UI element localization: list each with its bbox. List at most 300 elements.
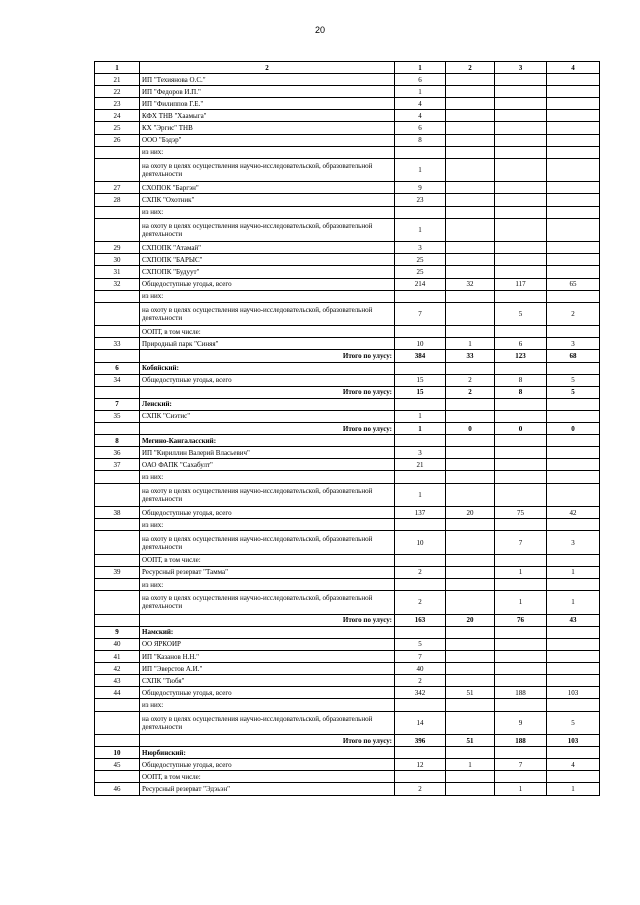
table-row: [95, 711, 600, 735]
row-number: [95, 531, 140, 555]
table-row: [95, 675, 600, 687]
row-value-2: 20: [446, 614, 495, 626]
data-table: [94, 61, 600, 796]
row-number: [95, 158, 140, 182]
row-value-4: 3: [547, 338, 600, 350]
row-value-4: 5: [547, 711, 600, 735]
row-name: Природный парк "Синяя": [140, 338, 395, 350]
row-number: 6: [95, 362, 140, 374]
row-value-2: 2: [446, 386, 495, 398]
row-value-3: 9: [495, 711, 547, 735]
row-number: 34: [95, 374, 140, 386]
row-number: [95, 290, 140, 302]
row-value-3: [495, 290, 547, 302]
row-value-2: [446, 158, 495, 182]
row-value-2: [446, 459, 495, 471]
row-value-2: 1: [446, 338, 495, 350]
row-value-1: 14: [395, 711, 446, 735]
row-value-2: [446, 86, 495, 98]
row-value-1: [395, 435, 446, 447]
row-value-1: 1: [395, 86, 446, 98]
row-value-4: [547, 626, 600, 638]
row-value-4: 42: [547, 507, 600, 519]
row-value-2: [446, 519, 495, 531]
row-value-2: [446, 290, 495, 302]
row-value-4: [547, 747, 600, 759]
row-value-1: [395, 146, 446, 158]
row-value-2: [446, 410, 495, 422]
row-value-2: [446, 110, 495, 122]
row-value-2: [446, 146, 495, 158]
row-value-3: [495, 134, 547, 146]
row-value-2: [446, 254, 495, 266]
row-value-3: [495, 158, 547, 182]
row-value-3: [495, 398, 547, 410]
table-header-row: [95, 62, 600, 74]
row-value-3: [495, 447, 547, 459]
row-name: СХОПОК "Баргэн": [140, 182, 395, 194]
row-number: 25: [95, 122, 140, 134]
row-value-3: 188: [495, 687, 547, 699]
row-name: СХПК "Охотник": [140, 194, 395, 206]
table-row: [95, 338, 600, 350]
row-number: [95, 146, 140, 158]
row-number: [95, 711, 140, 735]
column-header: 1: [395, 62, 446, 74]
row-value-3: [495, 254, 547, 266]
row-name: Общедоступные угодья, всего: [140, 759, 395, 771]
row-value-3: [495, 579, 547, 591]
table-row: [95, 783, 600, 795]
row-value-2: [446, 302, 495, 326]
row-value-2: [446, 182, 495, 194]
row-value-3: [495, 663, 547, 675]
row-value-3: [495, 146, 547, 158]
row-value-4: [547, 266, 600, 278]
total-row: [95, 614, 600, 626]
row-value-3: [495, 675, 547, 687]
row-name: ООПТ, в том числе:: [140, 326, 395, 338]
row-value-3: [495, 483, 547, 507]
row-number: 35: [95, 410, 140, 422]
column-header: 2: [140, 62, 395, 74]
row-number: 10: [95, 747, 140, 759]
row-value-4: [547, 410, 600, 422]
row-number: 24: [95, 110, 140, 122]
row-value-4: 1: [547, 783, 600, 795]
row-value-4: [547, 326, 600, 338]
row-value-1: [395, 626, 446, 638]
row-value-3: [495, 86, 547, 98]
row-name: Итого по улусу:: [140, 350, 395, 362]
row-value-2: [446, 638, 495, 650]
row-number: [95, 302, 140, 326]
table-row: [95, 638, 600, 650]
row-value-2: [446, 579, 495, 591]
row-name: Ленский:: [140, 398, 395, 410]
row-value-4: [547, 398, 600, 410]
table-row: [95, 699, 600, 711]
row-name: КХ "Эргис" ТНВ: [140, 122, 395, 134]
row-value-1: 163: [395, 614, 446, 626]
row-value-3: [495, 98, 547, 110]
row-value-2: [446, 747, 495, 759]
row-name: ИП "Казанов Н.Н.": [140, 651, 395, 663]
row-value-4: [547, 651, 600, 663]
row-value-4: [547, 98, 600, 110]
row-name: КФХ ТНВ "Хаамыга": [140, 110, 395, 122]
row-value-4: 68: [547, 350, 600, 362]
row-value-4: [547, 447, 600, 459]
section-header-row: [95, 747, 600, 759]
row-value-4: 103: [547, 735, 600, 747]
row-value-3: [495, 638, 547, 650]
row-name: Общедоступные угодья, всего: [140, 507, 395, 519]
row-value-4: [547, 194, 600, 206]
row-value-4: [547, 242, 600, 254]
row-number: 46: [95, 783, 140, 795]
row-value-4: [547, 519, 600, 531]
row-value-2: [446, 435, 495, 447]
row-name: ИП "Филиппов Г.Е.": [140, 98, 395, 110]
row-name: СХПОПК "Будуут": [140, 266, 395, 278]
row-value-4: [547, 290, 600, 302]
row-value-3: [495, 459, 547, 471]
row-value-2: [446, 783, 495, 795]
row-value-1: 40: [395, 663, 446, 675]
row-value-1: [395, 326, 446, 338]
row-value-4: 0: [547, 423, 600, 435]
row-name: Кобяйский:: [140, 362, 395, 374]
row-value-1: 4: [395, 110, 446, 122]
row-value-3: 75: [495, 507, 547, 519]
row-number: 28: [95, 194, 140, 206]
row-name: Ресурсный резерват "Тамма": [140, 566, 395, 578]
row-value-3: [495, 266, 547, 278]
row-name: Итого по улусу:: [140, 735, 395, 747]
row-value-2: [446, 566, 495, 578]
row-value-3: [495, 182, 547, 194]
row-name: ИП "Кириллин Валерий Власьевич": [140, 447, 395, 459]
row-value-4: 1: [547, 591, 600, 615]
row-number: [95, 386, 140, 398]
row-name: Итого по улусу:: [140, 614, 395, 626]
row-value-2: [446, 398, 495, 410]
row-name: СХПОПК "Атамай": [140, 242, 395, 254]
row-number: [95, 554, 140, 566]
row-value-1: 137: [395, 507, 446, 519]
row-value-4: 4: [547, 759, 600, 771]
row-number: 40: [95, 638, 140, 650]
row-name: на охоту в целях осуществления научно-исследовательской, образовательной деятельности: [140, 302, 395, 326]
row-value-4: [547, 771, 600, 783]
row-value-4: 65: [547, 278, 600, 290]
row-number: [95, 350, 140, 362]
table-row: [95, 459, 600, 471]
row-name: из них:: [140, 519, 395, 531]
row-value-3: 8: [495, 386, 547, 398]
section-header-row: [95, 435, 600, 447]
row-number: 32: [95, 278, 140, 290]
row-value-4: [547, 206, 600, 218]
row-value-1: 1: [395, 483, 446, 507]
row-value-4: [547, 554, 600, 566]
row-value-4: 43: [547, 614, 600, 626]
row-value-2: [446, 483, 495, 507]
row-value-4: [547, 134, 600, 146]
row-name: ИП "Эверстов А.И.": [140, 663, 395, 675]
row-value-4: [547, 459, 600, 471]
row-name: из них:: [140, 579, 395, 591]
row-value-4: [547, 675, 600, 687]
row-value-4: [547, 218, 600, 242]
row-value-2: 0: [446, 423, 495, 435]
row-name: на охоту в целях осуществления научно-исследовательской, образовательной деятельности: [140, 158, 395, 182]
row-value-1: 5: [395, 638, 446, 650]
row-value-2: [446, 134, 495, 146]
row-name: ООПТ, в том числе:: [140, 554, 395, 566]
total-row: [95, 386, 600, 398]
row-value-2: 32: [446, 278, 495, 290]
row-value-1: 1: [395, 423, 446, 435]
row-value-2: [446, 591, 495, 615]
row-number: [95, 579, 140, 591]
row-value-3: [495, 519, 547, 531]
row-value-4: [547, 638, 600, 650]
row-name: Итого по улусу:: [140, 386, 395, 398]
row-value-1: [395, 579, 446, 591]
table-row: [95, 158, 600, 182]
table-row: [95, 759, 600, 771]
row-number: [95, 483, 140, 507]
row-value-3: [495, 410, 547, 422]
row-value-3: [495, 194, 547, 206]
table-row: [95, 447, 600, 459]
row-value-1: 12: [395, 759, 446, 771]
table-row: [95, 531, 600, 555]
row-value-2: [446, 471, 495, 483]
row-number: 45: [95, 759, 140, 771]
row-value-2: 51: [446, 735, 495, 747]
row-value-3: [495, 74, 547, 86]
row-value-3: 7: [495, 531, 547, 555]
table-row: [95, 98, 600, 110]
row-value-4: [547, 362, 600, 374]
row-name: Общедоступные угодья, всего: [140, 687, 395, 699]
total-row: [95, 423, 600, 435]
row-name: из них:: [140, 206, 395, 218]
row-name: СХПОПК "БАРЫС": [140, 254, 395, 266]
row-value-1: 7: [395, 651, 446, 663]
row-number: 41: [95, 651, 140, 663]
row-value-4: [547, 471, 600, 483]
row-value-1: 214: [395, 278, 446, 290]
row-name: на охоту в целях осуществления научно-исследовательской, образовательной деятельности: [140, 218, 395, 242]
row-name: СХПК "Тюбя": [140, 675, 395, 687]
row-value-1: 396: [395, 735, 446, 747]
row-value-1: 2: [395, 566, 446, 578]
table-row: [95, 266, 600, 278]
row-value-1: [395, 747, 446, 759]
row-value-3: 1: [495, 566, 547, 578]
row-number: [95, 423, 140, 435]
row-number: [95, 519, 140, 531]
row-name: из них:: [140, 146, 395, 158]
row-value-4: 2: [547, 302, 600, 326]
table-row: [95, 302, 600, 326]
row-value-1: 8: [395, 134, 446, 146]
row-value-4: 5: [547, 374, 600, 386]
row-value-1: 1: [395, 410, 446, 422]
row-number: [95, 699, 140, 711]
row-number: 44: [95, 687, 140, 699]
table-row: [95, 122, 600, 134]
row-value-3: 1: [495, 591, 547, 615]
row-value-1: 342: [395, 687, 446, 699]
page-number: 20: [314, 25, 325, 35]
row-value-1: 6: [395, 122, 446, 134]
row-value-3: [495, 554, 547, 566]
row-value-4: 3: [547, 531, 600, 555]
row-value-2: [446, 554, 495, 566]
table-row: [95, 194, 600, 206]
row-value-1: [395, 290, 446, 302]
row-value-4: [547, 254, 600, 266]
row-number: 23: [95, 98, 140, 110]
row-value-1: [395, 554, 446, 566]
row-value-1: 1: [395, 218, 446, 242]
row-value-3: [495, 435, 547, 447]
row-value-3: [495, 471, 547, 483]
table-row: [95, 86, 600, 98]
row-value-2: [446, 663, 495, 675]
row-value-2: [446, 74, 495, 86]
row-value-3: [495, 362, 547, 374]
column-header: 1: [95, 62, 140, 74]
row-number: 26: [95, 134, 140, 146]
table-row: [95, 554, 600, 566]
row-value-3: [495, 699, 547, 711]
row-value-1: 21: [395, 459, 446, 471]
table-row: [95, 110, 600, 122]
row-number: 33: [95, 338, 140, 350]
row-value-2: [446, 122, 495, 134]
row-name: ИП "Федоров И.П.": [140, 86, 395, 98]
row-name: Мегино-Кангаласский:: [140, 435, 395, 447]
table-row: [95, 591, 600, 615]
row-value-3: 7: [495, 759, 547, 771]
row-value-4: [547, 146, 600, 158]
row-value-2: [446, 98, 495, 110]
row-number: 27: [95, 182, 140, 194]
column-header: 4: [547, 62, 600, 74]
row-value-1: [395, 362, 446, 374]
row-value-2: [446, 266, 495, 278]
table-row: [95, 566, 600, 578]
row-name: на охоту в целях осуществления научно-исследовательской, образовательной деятельности: [140, 591, 395, 615]
row-number: [95, 326, 140, 338]
row-value-2: [446, 362, 495, 374]
row-value-4: 1: [547, 566, 600, 578]
section-header-row: [95, 398, 600, 410]
row-number: 31: [95, 266, 140, 278]
table-body: [95, 62, 600, 796]
table-row: [95, 206, 600, 218]
row-name: ООПТ, в том числе:: [140, 771, 395, 783]
row-number: 7: [95, 398, 140, 410]
row-value-1: [395, 398, 446, 410]
row-value-3: 117: [495, 278, 547, 290]
row-value-2: [446, 699, 495, 711]
row-value-1: 15: [395, 386, 446, 398]
row-value-1: 10: [395, 338, 446, 350]
section-header-row: [95, 626, 600, 638]
row-value-4: [547, 483, 600, 507]
row-name: из них:: [140, 471, 395, 483]
table-row: [95, 218, 600, 242]
total-row: [95, 350, 600, 362]
row-value-3: [495, 651, 547, 663]
row-number: [95, 614, 140, 626]
column-header: 3: [495, 62, 547, 74]
table-row: [95, 519, 600, 531]
row-number: [95, 735, 140, 747]
row-value-2: [446, 531, 495, 555]
row-number: 22: [95, 86, 140, 98]
row-value-3: 188: [495, 735, 547, 747]
row-name: ОАО ФАПК "Сахабулт": [140, 459, 395, 471]
row-name: ОО ЯРКОИР: [140, 638, 395, 650]
row-value-3: [495, 771, 547, 783]
row-value-2: 33: [446, 350, 495, 362]
table-row: [95, 663, 600, 675]
row-value-2: 51: [446, 687, 495, 699]
row-value-1: 2: [395, 591, 446, 615]
row-value-2: 1: [446, 759, 495, 771]
row-value-4: [547, 663, 600, 675]
row-value-1: 15: [395, 374, 446, 386]
table-row: [95, 242, 600, 254]
row-value-4: [547, 122, 600, 134]
row-number: 36: [95, 447, 140, 459]
row-value-3: 1: [495, 783, 547, 795]
row-number: 8: [95, 435, 140, 447]
row-value-4: [547, 86, 600, 98]
row-value-3: [495, 110, 547, 122]
table-row: [95, 651, 600, 663]
row-number: 29: [95, 242, 140, 254]
row-value-3: [495, 326, 547, 338]
row-name: на охоту в целях осуществления научно-исследовательской, образовательной деятельности: [140, 531, 395, 555]
row-value-1: 2: [395, 783, 446, 795]
row-value-1: 25: [395, 266, 446, 278]
row-number: 30: [95, 254, 140, 266]
row-name: на охоту в целях осуществления научно-исследовательской, образовательной деятельности: [140, 711, 395, 735]
row-value-1: 25: [395, 254, 446, 266]
row-value-4: [547, 699, 600, 711]
row-value-1: 6: [395, 74, 446, 86]
row-value-4: [547, 158, 600, 182]
row-value-2: 20: [446, 507, 495, 519]
row-name: Намский:: [140, 626, 395, 638]
row-value-4: 103: [547, 687, 600, 699]
row-value-1: [395, 206, 446, 218]
row-value-1: 23: [395, 194, 446, 206]
row-name: из них:: [140, 699, 395, 711]
row-number: 38: [95, 507, 140, 519]
table-row: [95, 146, 600, 158]
row-value-2: [446, 651, 495, 663]
